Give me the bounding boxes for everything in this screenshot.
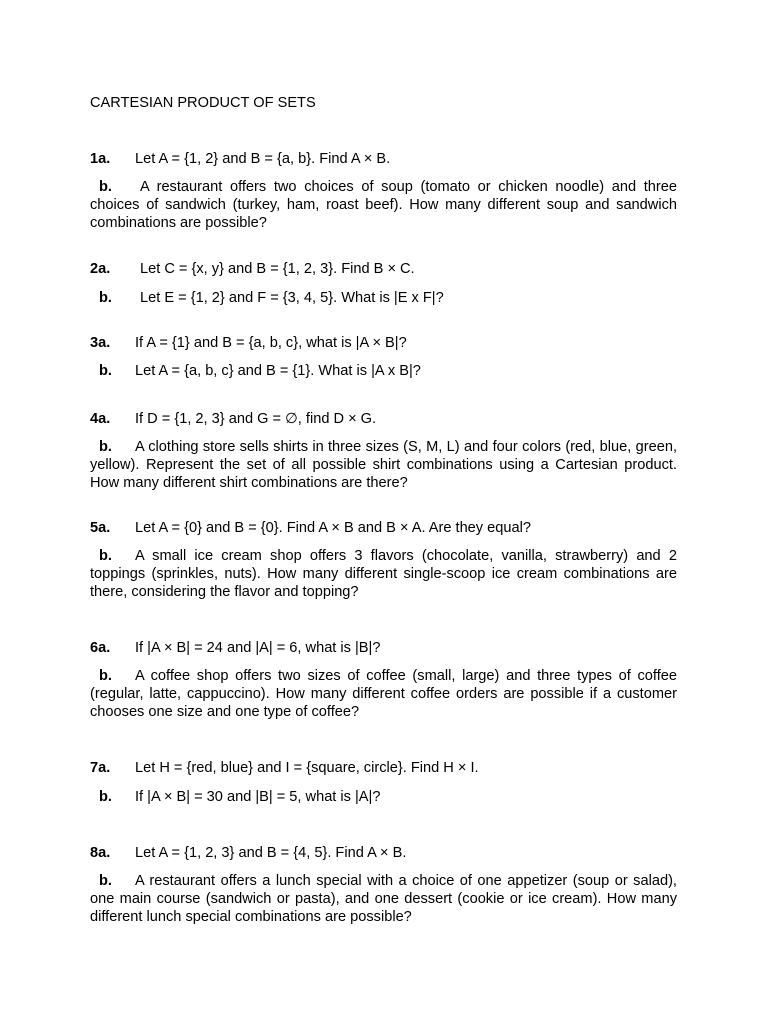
question-6: [90, 639, 677, 721]
question-2a-text: Let C = {x, y} and B = {1, 2, 3}. Find B × C.: [140, 261, 415, 277]
question-8a-label: 8a.: [90, 845, 111, 861]
question-7: [90, 759, 677, 806]
question-6b-label: b.: [99, 668, 112, 684]
question-8: [90, 844, 677, 926]
question-2b-label: b.: [99, 290, 112, 306]
question-4a-label: 4a.: [90, 411, 111, 427]
question-8a-text: Let A = {1, 2, 3} and B = {4, 5}. Find A × B.: [135, 845, 407, 861]
question-8b-label: b.: [99, 873, 112, 889]
question-3a-text: If A = {1} and B = {a, b, c}, what is |A × B|?: [135, 335, 407, 351]
question-5b-label: b.: [99, 548, 112, 564]
question-5: [90, 519, 677, 601]
question-2b: [90, 289, 677, 307]
question-4b-label: b.: [99, 439, 112, 455]
question-1a-text: Let A = {1, 2} and B = {a, b}. Find A × B.: [135, 151, 391, 167]
question-5a: [90, 519, 677, 537]
question-1b-label: b.: [99, 179, 112, 195]
question-7b-label: b.: [99, 789, 112, 805]
document-title: CARTESIAN PRODUCT OF SETS: [90, 95, 316, 111]
question-4b: [90, 438, 677, 492]
question-1b-text: A restaurant offers two choices of soup (tomato or chicken noodle) and three choices of sandwich (turkey, ham, roast beef). How many different soup and sandwich combinations are possible?: [90, 179, 677, 231]
question-2b-text: Let E = {1, 2} and F = {3, 4, 5}. What is |E x F|?: [140, 290, 444, 306]
question-5b: [90, 547, 677, 601]
question-3a: [90, 334, 677, 352]
question-1a: [90, 150, 677, 168]
question-1: [90, 150, 677, 232]
question-7b-text: If |A × B| = 30 and |B| = 5, what is |A|?: [135, 789, 381, 805]
question-7a-text: Let H = {red, blue} and I = {square, circle}. Find H × I.: [135, 760, 479, 776]
question-8a: [90, 844, 677, 862]
question-5b-text: A small ice cream shop offers 3 flavors (chocolate, vanilla, strawberry) and 2 toppings (sprinkles, nuts). How many different single-scoop ice cream combinations are there, considering the flavor and topping?: [90, 548, 677, 600]
question-6b: [90, 667, 677, 721]
question-3: [90, 334, 677, 380]
question-5a-label: 5a.: [90, 520, 111, 536]
question-3a-label: 3a.: [90, 335, 111, 351]
question-4a-text: If D = {1, 2, 3} and G = ∅, find D × G.: [135, 411, 377, 427]
question-4: [90, 410, 677, 492]
question-2: [90, 260, 677, 307]
question-7b: [90, 788, 677, 806]
question-3b: [90, 362, 677, 380]
question-2a: [90, 260, 677, 278]
question-6a-label: 6a.: [90, 640, 111, 656]
question-8b: [90, 872, 677, 926]
question-4a: [90, 410, 677, 428]
question-7a-label: 7a.: [90, 760, 111, 776]
question-6a: [90, 639, 677, 657]
question-5a-text: Let A = {0} and B = {0}. Find A × B and B × A. Are they equal?: [135, 520, 531, 536]
question-8b-text: A restaurant offers a lunch special with a choice of one appetizer (soup or salad), one main course (sandwich or pasta), and one dessert (cookie or ice cream). How many different lunch special combinations are possible?: [90, 873, 677, 925]
question-7a: [90, 759, 677, 777]
question-3b-label: b.: [99, 363, 112, 379]
question-1b: [90, 178, 677, 232]
question-6a-text: If |A × B| = 24 and |A| = 6, what is |B|?: [135, 640, 381, 656]
question-1a-label: 1a.: [90, 151, 111, 167]
question-2a-label: 2a.: [90, 261, 111, 277]
question-3b-text: Let A = {a, b, c} and B = {1}. What is |A x B|?: [135, 363, 421, 379]
question-6b-text: A coffee shop offers two sizes of coffee (small, large) and three types of coffee (regular, latte, cappuccino). How many different coffee orders are possible if a customer chooses one size and one type of coffee?: [90, 668, 677, 720]
question-4b-text: A clothing store sells shirts in three sizes (S, M, L) and four colors (red, blue, green, yellow). Represent the set of all possible shirt combinations using a Cartesian product. How many different shirt combinations are there?: [90, 439, 677, 491]
